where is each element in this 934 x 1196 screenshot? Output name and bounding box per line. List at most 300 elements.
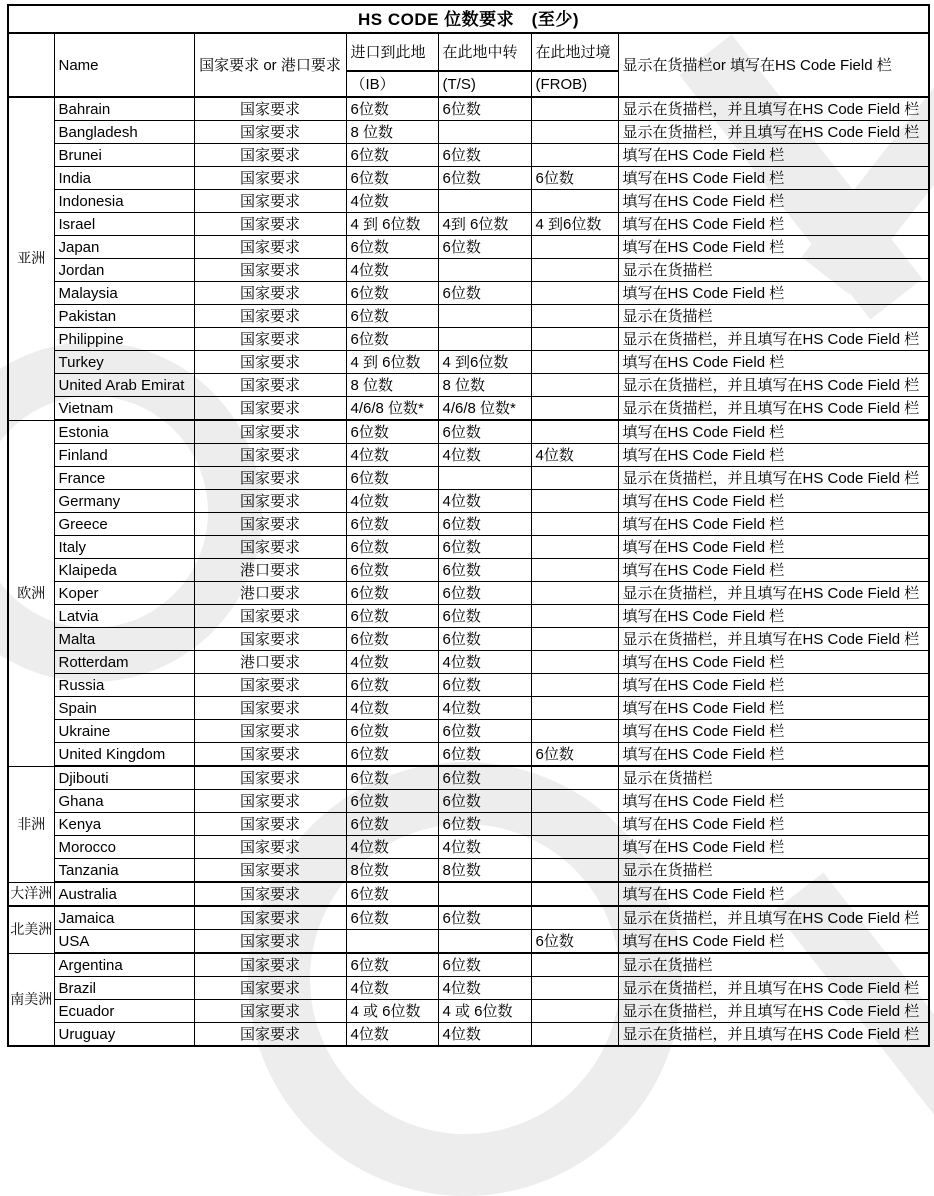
display-cell: 填写在HS Code Field 栏 [618, 351, 929, 374]
table-row [8, 328, 929, 351]
name-cell: Estonia [54, 420, 194, 444]
region-cell: 大洋洲 [8, 882, 54, 906]
frob-cell [531, 906, 618, 930]
table-row [8, 144, 929, 167]
ts-cell: 6位数 [438, 236, 531, 259]
ts-cell: 4位数 [438, 697, 531, 720]
ib-cell: 4位数 [346, 697, 438, 720]
display-cell: 填写在HS Code Field 栏 [618, 559, 929, 582]
frob-cell [531, 1000, 618, 1023]
requirement-cell: 国家要求 [194, 305, 346, 328]
requirement-cell: 国家要求 [194, 930, 346, 954]
ts-cell: 6位数 [438, 559, 531, 582]
ib-cell: 6位数 [346, 766, 438, 790]
frob-cell [531, 397, 618, 421]
frob-cell [531, 144, 618, 167]
ib-cell: 6位数 [346, 582, 438, 605]
name-cell: Russia [54, 674, 194, 697]
name-cell: Rotterdam [54, 651, 194, 674]
frob-cell [531, 121, 618, 144]
region-cell: 南美洲 [8, 953, 54, 1046]
requirement-cell: 国家要求 [194, 720, 346, 743]
ts-cell: 6位数 [438, 743, 531, 767]
display-cell: 填写在HS Code Field 栏 [618, 236, 929, 259]
requirement-cell: 国家要求 [194, 513, 346, 536]
name-cell: Greece [54, 513, 194, 536]
frob-cell: 6位数 [531, 743, 618, 767]
ib-cell: 4位数 [346, 190, 438, 213]
table-row [8, 97, 929, 121]
header-import: 进口到此地 [346, 33, 438, 71]
name-cell: Brazil [54, 977, 194, 1000]
display-cell: 显示在货描栏 [618, 859, 929, 883]
ts-cell [438, 259, 531, 282]
requirement-cell: 国家要求 [194, 1000, 346, 1023]
ib-cell: 6位数 [346, 282, 438, 305]
ts-cell [438, 328, 531, 351]
table-row [8, 836, 929, 859]
ib-cell: 4位数 [346, 836, 438, 859]
display-cell: 填写在HS Code Field 栏 [618, 790, 929, 813]
header-transship-sub: (T/S) [438, 71, 531, 97]
ib-cell: 4 到 6位数 [346, 213, 438, 236]
requirement-cell: 国家要求 [194, 282, 346, 305]
ib-cell: 6位数 [346, 420, 438, 444]
ib-cell: 4位数 [346, 490, 438, 513]
header-display: 显示在货描栏or 填写在HS Code Field 栏 [618, 33, 929, 97]
requirement-cell: 国家要求 [194, 536, 346, 559]
frob-cell [531, 351, 618, 374]
display-cell: 填写在HS Code Field 栏 [618, 167, 929, 190]
table-row [8, 420, 929, 444]
table-row [8, 813, 929, 836]
ib-cell: 6位数 [346, 97, 438, 121]
table-row [8, 559, 929, 582]
frob-cell: 6位数 [531, 167, 618, 190]
name-cell: Bahrain [54, 97, 194, 121]
requirement-cell: 国家要求 [194, 906, 346, 930]
table-row [8, 953, 929, 977]
table-row [8, 1023, 929, 1047]
requirement-cell: 国家要求 [194, 374, 346, 397]
frob-cell [531, 813, 618, 836]
ib-cell: 6位数 [346, 674, 438, 697]
ib-cell: 4 或 6位数 [346, 1000, 438, 1023]
ts-cell: 4位数 [438, 651, 531, 674]
name-cell: Philippine [54, 328, 194, 351]
table-row [8, 467, 929, 490]
requirement-cell: 国家要求 [194, 144, 346, 167]
requirement-cell: 港口要求 [194, 582, 346, 605]
display-cell: 显示在货描栏 [618, 305, 929, 328]
region-cell: 北美洲 [8, 906, 54, 953]
display-cell: 显示在货描栏，并且填写在HS Code Field 栏 [618, 628, 929, 651]
display-cell: 填写在HS Code Field 栏 [618, 930, 929, 954]
ib-cell: 4位数 [346, 651, 438, 674]
ib-cell: 6位数 [346, 906, 438, 930]
name-cell: Germany [54, 490, 194, 513]
ib-cell: 6位数 [346, 467, 438, 490]
ib-cell: 6位数 [346, 882, 438, 906]
name-cell: Ukraine [54, 720, 194, 743]
display-cell: 填写在HS Code Field 栏 [618, 144, 929, 167]
name-cell: Indonesia [54, 190, 194, 213]
requirement-cell: 国家要求 [194, 628, 346, 651]
frob-cell [531, 305, 618, 328]
name-cell: Jamaica [54, 906, 194, 930]
ib-cell: 6位数 [346, 628, 438, 651]
display-cell: 填写在HS Code Field 栏 [618, 882, 929, 906]
ts-cell: 4位数 [438, 1023, 531, 1047]
requirement-cell: 国家要求 [194, 766, 346, 790]
ts-cell: 6位数 [438, 167, 531, 190]
name-cell: Bangladesh [54, 121, 194, 144]
frob-cell [531, 953, 618, 977]
frob-cell: 6位数 [531, 930, 618, 954]
ts-cell: 6位数 [438, 720, 531, 743]
requirement-cell: 国家要求 [194, 813, 346, 836]
header-requirement: 国家要求 or 港口要求 [194, 33, 346, 97]
name-cell: USA [54, 930, 194, 954]
ib-cell [346, 930, 438, 954]
ts-cell: 6位数 [438, 513, 531, 536]
frob-cell [531, 651, 618, 674]
ib-cell: 6位数 [346, 536, 438, 559]
display-cell: 填写在HS Code Field 栏 [618, 444, 929, 467]
frob-cell [531, 1023, 618, 1047]
display-cell: 填写在HS Code Field 栏 [618, 697, 929, 720]
frob-cell [531, 628, 618, 651]
ts-cell: 6位数 [438, 766, 531, 790]
ib-cell: 6位数 [346, 328, 438, 351]
display-cell: 显示在货描栏，并且填写在HS Code Field 栏 [618, 397, 929, 421]
requirement-cell: 国家要求 [194, 1023, 346, 1047]
name-cell: United Kingdom [54, 743, 194, 767]
frob-cell [531, 282, 618, 305]
ts-cell: 8 位数 [438, 374, 531, 397]
name-cell: Brunei [54, 144, 194, 167]
ts-cell [438, 121, 531, 144]
ib-cell: 4/6/8 位数* [346, 397, 438, 421]
display-cell: 填写在HS Code Field 栏 [618, 190, 929, 213]
page-title: HS CODE 位数要求 (至少) [8, 5, 929, 33]
hs-code-table [7, 4, 930, 1047]
frob-cell [531, 882, 618, 906]
requirement-cell: 国家要求 [194, 121, 346, 144]
frob-cell [531, 859, 618, 883]
frob-cell [531, 697, 618, 720]
display-cell: 填写在HS Code Field 栏 [618, 720, 929, 743]
name-cell: Latvia [54, 605, 194, 628]
ts-cell [438, 930, 531, 954]
header-transship: 在此地中转 [438, 33, 531, 71]
ts-cell: 6位数 [438, 582, 531, 605]
frob-cell [531, 420, 618, 444]
ts-cell: 4 或 6位数 [438, 1000, 531, 1023]
display-cell: 填写在HS Code Field 栏 [618, 651, 929, 674]
requirement-cell: 国家要求 [194, 167, 346, 190]
ts-cell [438, 190, 531, 213]
ib-cell: 8 位数 [346, 121, 438, 144]
requirement-cell: 国家要求 [194, 467, 346, 490]
table-row [8, 513, 929, 536]
requirement-cell: 国家要求 [194, 97, 346, 121]
frob-cell [531, 374, 618, 397]
table-row [8, 906, 929, 930]
ib-cell: 6位数 [346, 144, 438, 167]
ib-cell: 4位数 [346, 259, 438, 282]
name-cell: Jordan [54, 259, 194, 282]
display-cell: 填写在HS Code Field 栏 [618, 513, 929, 536]
frob-cell [531, 582, 618, 605]
frob-cell [531, 328, 618, 351]
region-cell: 非洲 [8, 766, 54, 882]
frob-cell [531, 190, 618, 213]
name-cell: Malaysia [54, 282, 194, 305]
table-row [8, 536, 929, 559]
ib-cell: 8 位数 [346, 374, 438, 397]
requirement-cell: 国家要求 [194, 977, 346, 1000]
name-cell: Turkey [54, 351, 194, 374]
ib-cell: 4位数 [346, 977, 438, 1000]
requirement-cell: 国家要求 [194, 836, 346, 859]
requirement-cell: 国家要求 [194, 859, 346, 883]
frob-cell: 4 到6位数 [531, 213, 618, 236]
display-cell: 填写在HS Code Field 栏 [618, 213, 929, 236]
ts-cell [438, 305, 531, 328]
table-row [8, 605, 929, 628]
ts-cell: 6位数 [438, 790, 531, 813]
ts-cell: 6位数 [438, 906, 531, 930]
ts-cell: 6位数 [438, 953, 531, 977]
requirement-cell: 国家要求 [194, 236, 346, 259]
table-row [8, 121, 929, 144]
display-cell: 显示在货描栏，并且填写在HS Code Field 栏 [618, 374, 929, 397]
ts-cell: 6位数 [438, 813, 531, 836]
display-cell: 填写在HS Code Field 栏 [618, 605, 929, 628]
table-row [8, 190, 929, 213]
table-row [8, 351, 929, 374]
requirement-cell: 国家要求 [194, 743, 346, 767]
table-row [8, 859, 929, 883]
ib-cell: 6位数 [346, 305, 438, 328]
frob-cell [531, 790, 618, 813]
name-cell: Ecuador [54, 1000, 194, 1023]
requirement-cell: 国家要求 [194, 328, 346, 351]
table-row [8, 1000, 929, 1023]
display-cell: 显示在货描栏，并且填写在HS Code Field 栏 [618, 1000, 929, 1023]
display-cell: 填写在HS Code Field 栏 [618, 836, 929, 859]
requirement-cell: 国家要求 [194, 444, 346, 467]
name-cell: United Arab Emirat [54, 374, 194, 397]
display-cell: 显示在货描栏 [618, 766, 929, 790]
ts-cell: 6位数 [438, 282, 531, 305]
frob-cell [531, 467, 618, 490]
display-cell: 显示在货描栏，并且填写在HS Code Field 栏 [618, 582, 929, 605]
name-cell: Argentina [54, 953, 194, 977]
frob-cell [531, 720, 618, 743]
table-row [8, 167, 929, 190]
frob-cell [531, 605, 618, 628]
name-cell: Israel [54, 213, 194, 236]
ts-cell: 4到 6位数 [438, 213, 531, 236]
ts-cell: 6位数 [438, 144, 531, 167]
table-row [8, 305, 929, 328]
name-cell: Pakistan [54, 305, 194, 328]
header-row [8, 33, 929, 71]
display-cell: 填写在HS Code Field 栏 [618, 282, 929, 305]
name-cell: India [54, 167, 194, 190]
ts-cell: 4 到6位数 [438, 351, 531, 374]
table-row [8, 651, 929, 674]
title-row [8, 5, 929, 33]
ts-cell: 6位数 [438, 674, 531, 697]
name-cell: Australia [54, 882, 194, 906]
ib-cell: 6位数 [346, 790, 438, 813]
requirement-cell: 国家要求 [194, 490, 346, 513]
display-cell: 显示在货描栏，并且填写在HS Code Field 栏 [618, 1023, 929, 1047]
ts-cell: 4/6/8 位数* [438, 397, 531, 421]
frob-cell [531, 513, 618, 536]
table-row [8, 236, 929, 259]
display-cell: 显示在货描栏 [618, 259, 929, 282]
ib-cell: 6位数 [346, 813, 438, 836]
requirement-cell: 国家要求 [194, 674, 346, 697]
frob-cell [531, 536, 618, 559]
name-cell: Finland [54, 444, 194, 467]
display-cell: 显示在货描栏，并且填写在HS Code Field 栏 [618, 121, 929, 144]
requirement-cell: 国家要求 [194, 190, 346, 213]
display-cell: 填写在HS Code Field 栏 [618, 490, 929, 513]
display-cell: 填写在HS Code Field 栏 [618, 674, 929, 697]
table-row [8, 930, 929, 954]
table-row [8, 766, 929, 790]
ib-cell: 4位数 [346, 1023, 438, 1047]
frob-cell [531, 490, 618, 513]
frob-cell: 4位数 [531, 444, 618, 467]
ts-cell: 6位数 [438, 420, 531, 444]
name-cell: Spain [54, 697, 194, 720]
name-cell: Ghana [54, 790, 194, 813]
requirement-cell: 国家要求 [194, 259, 346, 282]
ts-cell [438, 882, 531, 906]
ib-cell: 6位数 [346, 605, 438, 628]
requirement-cell: 国家要求 [194, 953, 346, 977]
table-row [8, 282, 929, 305]
display-cell: 显示在货描栏，并且填写在HS Code Field 栏 [618, 977, 929, 1000]
ts-cell: 6位数 [438, 536, 531, 559]
name-cell: France [54, 467, 194, 490]
table-row [8, 213, 929, 236]
table-row [8, 628, 929, 651]
requirement-cell: 国家要求 [194, 397, 346, 421]
ts-cell: 4位数 [438, 444, 531, 467]
name-cell: Italy [54, 536, 194, 559]
table-row [8, 397, 929, 421]
ts-cell: 8位数 [438, 859, 531, 883]
requirement-cell: 国家要求 [194, 213, 346, 236]
ib-cell: 8位数 [346, 859, 438, 883]
requirement-cell: 国家要求 [194, 351, 346, 374]
name-cell: Uruguay [54, 1023, 194, 1047]
display-cell: 显示在货描栏，并且填写在HS Code Field 栏 [618, 328, 929, 351]
ib-cell: 6位数 [346, 720, 438, 743]
display-cell: 显示在货描栏，并且填写在HS Code Field 栏 [618, 97, 929, 121]
display-cell: 填写在HS Code Field 栏 [618, 813, 929, 836]
requirement-cell: 国家要求 [194, 882, 346, 906]
requirement-cell: 港口要求 [194, 651, 346, 674]
ib-cell: 6位数 [346, 953, 438, 977]
header-import-sub: （IB） [346, 71, 438, 97]
ts-cell: 6位数 [438, 628, 531, 651]
name-cell: Japan [54, 236, 194, 259]
requirement-cell: 港口要求 [194, 559, 346, 582]
requirement-cell: 国家要求 [194, 605, 346, 628]
ts-cell: 6位数 [438, 97, 531, 121]
ts-cell: 4位数 [438, 977, 531, 1000]
ib-cell: 6位数 [346, 236, 438, 259]
frob-cell [531, 836, 618, 859]
frob-cell [531, 236, 618, 259]
table-row [8, 790, 929, 813]
table-row [8, 259, 929, 282]
table-row [8, 743, 929, 767]
table-row [8, 582, 929, 605]
frob-cell [531, 977, 618, 1000]
ib-cell: 6位数 [346, 167, 438, 190]
table-body [8, 97, 929, 1046]
frob-cell [531, 766, 618, 790]
ts-cell: 4位数 [438, 836, 531, 859]
requirement-cell: 国家要求 [194, 697, 346, 720]
table-row [8, 720, 929, 743]
name-cell: Vietnam [54, 397, 194, 421]
name-cell: Malta [54, 628, 194, 651]
display-cell: 显示在货描栏，并且填写在HS Code Field 栏 [618, 906, 929, 930]
frob-cell [531, 559, 618, 582]
display-cell: 显示在货描栏 [618, 953, 929, 977]
header-frob: 在此地过境 [531, 33, 618, 71]
header-name: Name [54, 33, 194, 97]
name-cell: Klaipeda [54, 559, 194, 582]
name-cell: Koper [54, 582, 194, 605]
display-cell: 填写在HS Code Field 栏 [618, 420, 929, 444]
table-row [8, 977, 929, 1000]
table-row [8, 374, 929, 397]
ib-cell: 6位数 [346, 743, 438, 767]
ts-cell: 6位数 [438, 605, 531, 628]
ib-cell: 4位数 [346, 444, 438, 467]
table-row [8, 490, 929, 513]
ts-cell: 4位数 [438, 490, 531, 513]
table-row [8, 674, 929, 697]
name-cell: Djibouti [54, 766, 194, 790]
display-cell: 显示在货描栏，并且填写在HS Code Field 栏 [618, 467, 929, 490]
frob-cell [531, 674, 618, 697]
frob-cell [531, 97, 618, 121]
name-cell: Tanzania [54, 859, 194, 883]
table-row [8, 697, 929, 720]
header-region [8, 33, 54, 97]
region-cell: 欧洲 [8, 420, 54, 766]
name-cell: Kenya [54, 813, 194, 836]
table-row [8, 882, 929, 906]
frob-cell [531, 259, 618, 282]
ib-cell: 6位数 [346, 559, 438, 582]
name-cell: Morocco [54, 836, 194, 859]
region-cell: 亚洲 [8, 97, 54, 420]
ib-cell: 6位数 [346, 513, 438, 536]
